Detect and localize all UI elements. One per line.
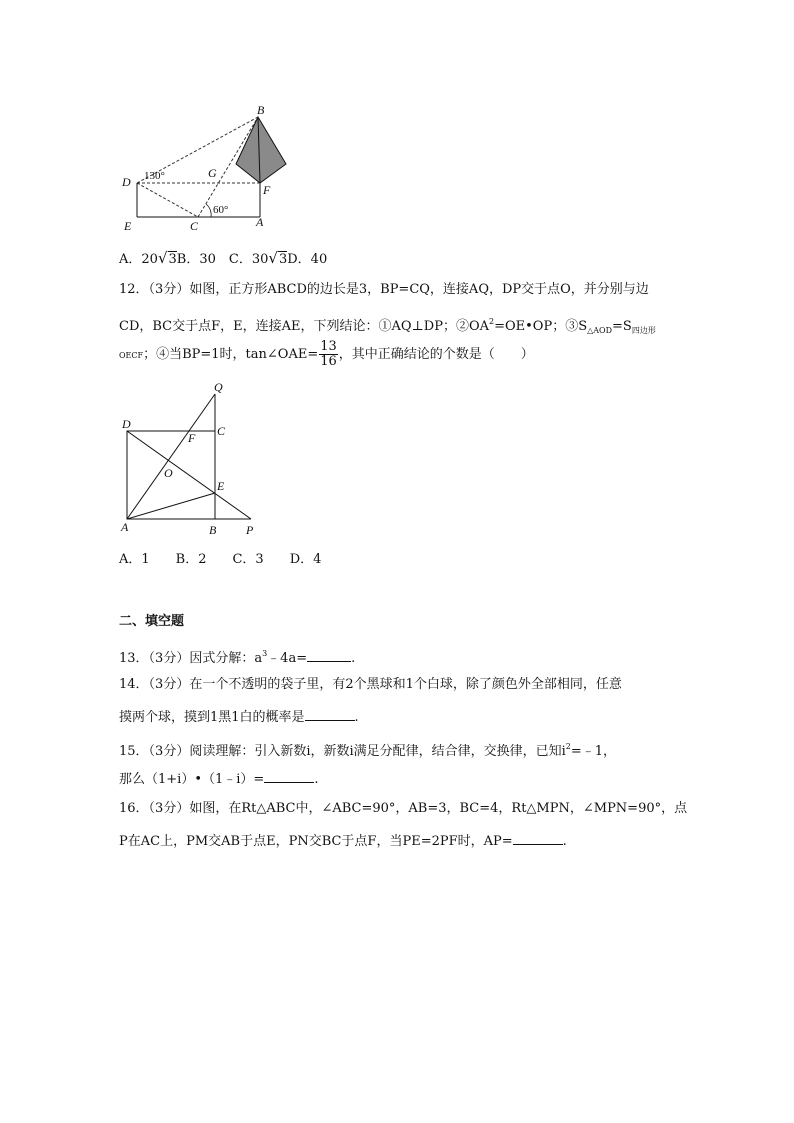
label-c: C: [190, 219, 199, 233]
label-o: O: [164, 466, 173, 480]
q15-line-1: 15．（3分）阅读理解：引入新数i，新数i满足分配律，结合律，交换律，已知$i^2=﹣1$，: [119, 742, 617, 759]
q14-line-1: 14．（3分）在一个不透明的袋子里，有2个黑球和1个白球，除了颜色外全部相同，任意: [119, 677, 622, 692]
label-e2: E: [217, 479, 225, 493]
q12-options: A．1 B．2 C．3 D．4: [119, 552, 322, 567]
label-a: A: [256, 215, 264, 229]
label-b2: B: [209, 523, 217, 537]
figure-2: [110, 378, 270, 540]
angle-label-60: 60°: [213, 204, 229, 216]
q11-options: A．20√3B．30 C．30√3D．40: [119, 249, 328, 267]
label-p: P: [246, 523, 254, 537]
answer-blank-16[interactable]: [513, 832, 563, 845]
label-f2: F: [188, 431, 196, 445]
q12-line-2: CD，BC交于点F，E，连接AE，下列结论：①AQ⊥DP；$②OA^2=OE•OP$；$③S_{\triangle AOD}=S_{四边形}$: [119, 317, 656, 335]
q16-line-2: P在AC上，PM交AB于点E，PN交BC于点F，当PE=2PF时，AP= .: [119, 834, 567, 849]
figure-1: [110, 100, 310, 235]
answer-blank-15[interactable]: [264, 770, 314, 783]
q16-line-1: 16．（3分）如图，在Rt△ABC中，∠ABC=90°，AB=3，BC=4，Rt△MPN，∠MPN=90°，点: [119, 801, 688, 816]
q13: 13．（3分）因式分解：$a^3﹣4a=$ .: [119, 649, 356, 666]
label-d2: D: [122, 417, 131, 431]
label-f: F: [263, 183, 271, 197]
angle-label-130: 130°: [144, 170, 165, 182]
q12-line-1: 12．（3分）如图，正方形ABCD的边长是3，BP=CQ，连接AQ，DP交于点O，并分别与边: [119, 282, 649, 297]
label-a2: A: [121, 520, 129, 534]
answer-blank-13[interactable]: [307, 649, 351, 662]
label-q: Q: [214, 380, 223, 394]
label-e: E: [124, 219, 132, 233]
fraction-13-16: $\frac{13}{16}$: [320, 339, 337, 369]
label-c2: C: [217, 424, 226, 438]
section-title: 二、填空题: [119, 614, 185, 629]
q15-line-2: 那么（1+i）•（1﹣i）= .: [119, 772, 319, 787]
kite-shape: [236, 117, 286, 183]
q12-line-3: OECF；④当BP=1时，tan∠OAE= $\frac{13}{16}$ ，其中正确结论的个数是（ ）: [119, 339, 534, 369]
answer-blank-14[interactable]: [305, 708, 355, 721]
label-g: G: [208, 166, 217, 180]
label-d: D: [122, 175, 131, 189]
label-b: B: [257, 103, 265, 117]
q14-line-2: 摸两个球，摸到1黑1白的概率是 .: [119, 710, 359, 725]
